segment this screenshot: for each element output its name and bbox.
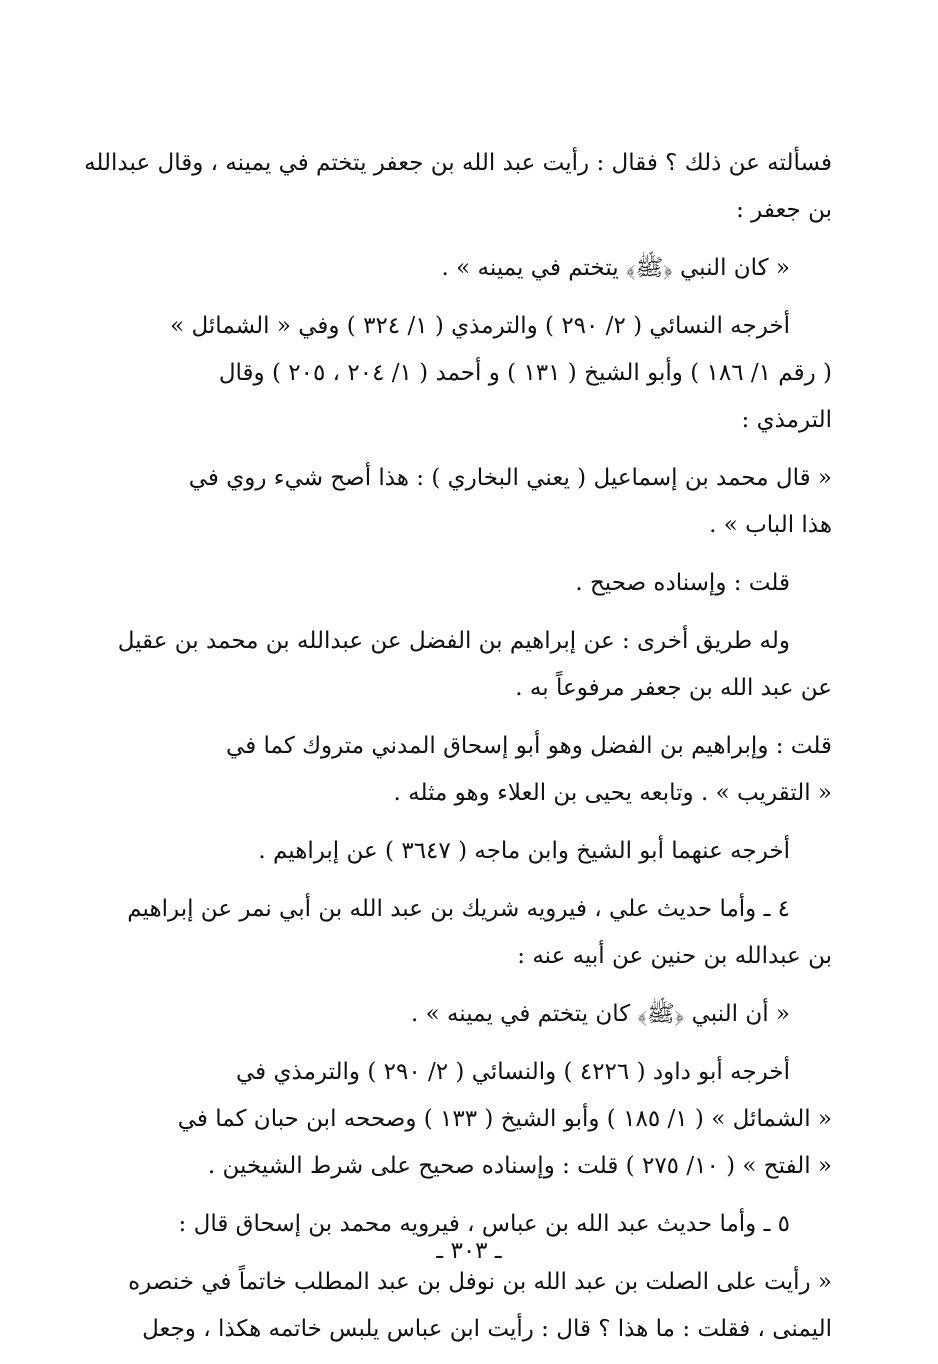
text-line: ٥ ـ وأما حديث عبد الله بن عباس ، فيرويه محمد بن إسحاق قال : xyxy=(178,1211,790,1237)
text-line: ( رقم ١/ ١٨٦ ) وأبو الشيخ ( ١٣١ ) و أحمد ( ١/ ٢٠٤ ، ٢٠٥ ) وقال xyxy=(218,360,832,386)
text-line: « التقريب » . وتابعه يحيى بن العلاء وهو مثله . xyxy=(393,780,832,806)
text-line: « أن النبي ﴿ﷺ﴾ كان يتختم في يمينه » . xyxy=(410,1001,790,1027)
text-line: اليمنى ، فقلت : ما هذا ؟ قال : رأيت ابن عباس يلبس خاتمه هكذا ، وجعل xyxy=(142,1316,832,1342)
page-number: ـ ٣٠٣ ـ xyxy=(436,1238,502,1264)
paragraph-13-quote xyxy=(120,1259,832,1353)
text-line: بن جعفر : xyxy=(736,197,832,223)
paragraph-11 xyxy=(120,1049,832,1190)
paragraph-8 xyxy=(120,828,832,875)
paragraph-10-quote xyxy=(120,991,832,1038)
text-line: عن عبد الله بن جعفر مرفوعاً به . xyxy=(515,675,832,701)
paragraph-2-quote xyxy=(120,245,832,292)
text-line: هذا الباب » . xyxy=(709,512,832,538)
text-line: « رأيت على الصلت بن عبد الله بن نوفل بن عبد المطلب خاتماً في خنصره xyxy=(128,1269,832,1295)
text-line: ٤ ـ وأما حديث علي ، فيرويه شريك بن عبد الله بن أبي نمر عن إبراهيم xyxy=(127,896,790,922)
text-line: وله طريق أخرى : عن إبراهيم بن الفضل عن عبدالله بن محمد بن عقيل xyxy=(117,628,790,654)
text-line: « قال محمد بن إسماعيل ( يعني البخاري ) : هذا أصح شيء روي في xyxy=(188,465,832,491)
text-line: « كان النبي ﴿ﷺ﴾ يتختم في يمينه » . xyxy=(441,255,790,281)
paragraph-3 xyxy=(120,303,832,444)
text-line: قلت : وإبراهيم بن الفضل وهو أبو إسحاق المدني متروك كما في xyxy=(226,733,832,759)
text-line: أخرجه النسائي ( ٢/ ٢٩٠ ) والترمذي ( ١/ ٣٢٤ ) وفي « الشمائل » xyxy=(170,313,790,339)
text-line: بن عبدالله بن حنين عن أبيه عنه : xyxy=(517,943,832,969)
paragraph-4-quote xyxy=(120,455,832,549)
paragraph-1 xyxy=(84,140,832,234)
text-line: أخرجه أبو داود ( ٤٢٢٦ ) والنسائي ( ٢/ ٢٩٠ ) والترمذي في xyxy=(236,1059,790,1085)
text-line: أخرجه عنهما أبو الشيخ وابن ماجه ( ٣٦٤٧ ) عن إبراهيم . xyxy=(258,838,790,864)
text-line: فسألته عن ذلك ؟ فقال : رأيت عبد الله بن جعفر يتختم في يمينه ، وقال عبدالله xyxy=(84,150,832,176)
page-body xyxy=(84,140,832,1364)
paragraph-6 xyxy=(117,618,832,712)
paragraph-7 xyxy=(120,723,832,817)
paragraph-5 xyxy=(120,560,832,607)
paragraph-9 xyxy=(120,886,832,980)
text-line: « الفتح » ( ١٠/ ٢٧٥ ) قلت : وإسناده صحيح على شرط الشيخين . xyxy=(207,1153,832,1179)
text-line: « الشمائل » ( ١/ ١٨٥ ) وأبو الشيخ ( ١٣٣ ) وصححه ابن حبان كما في xyxy=(177,1106,832,1132)
text-line: قلت : وإسناده صحيح . xyxy=(575,570,790,596)
text-line: الترمذي : xyxy=(741,407,832,433)
